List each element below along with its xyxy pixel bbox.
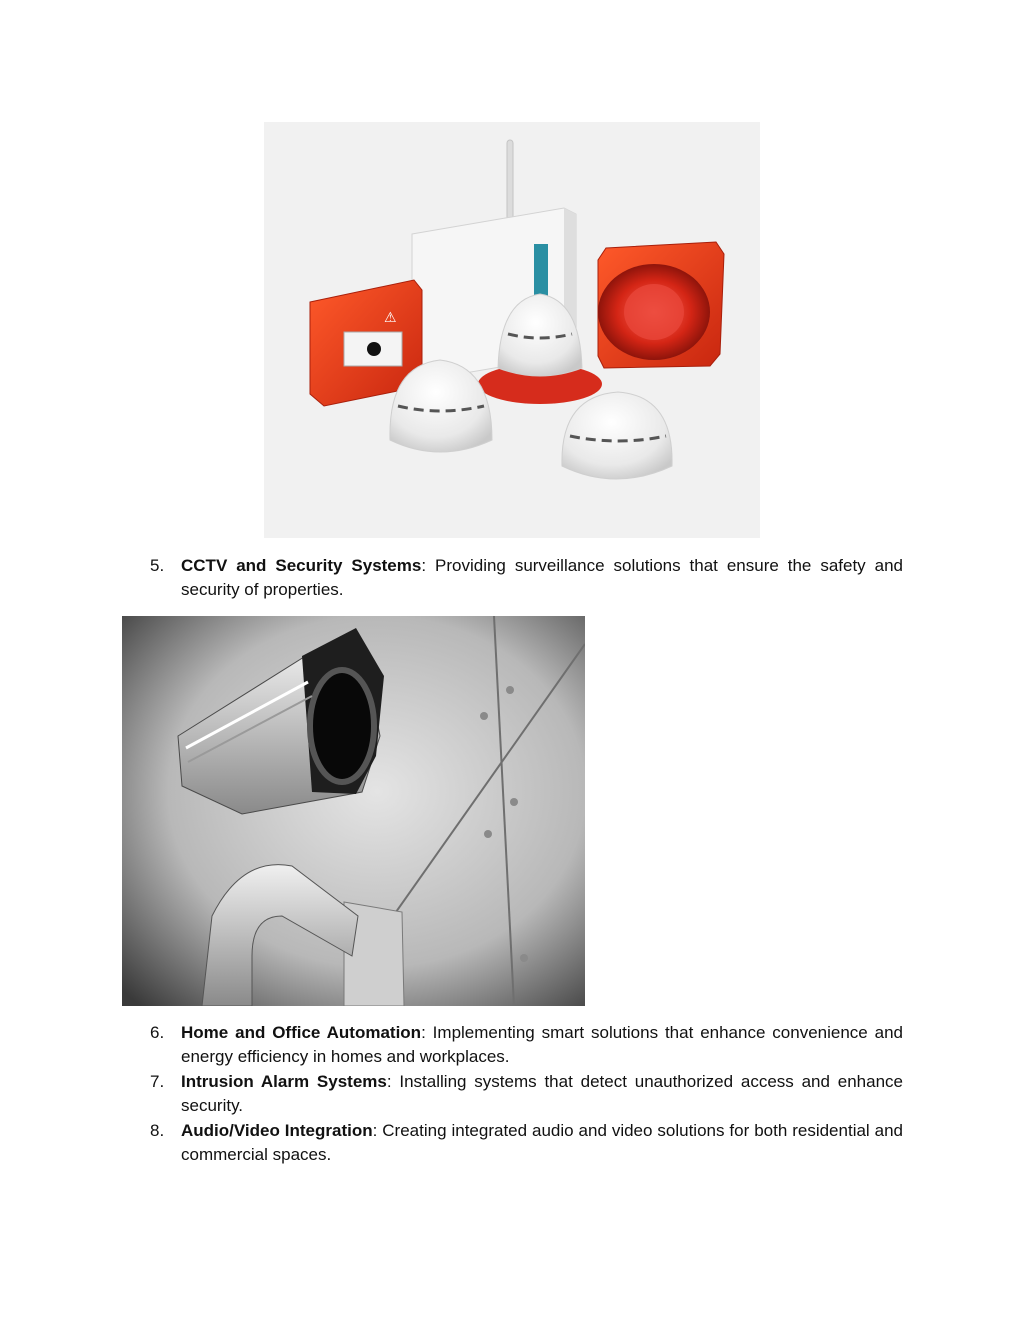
cctv-camera-image (122, 616, 585, 1006)
list-item-number: 5. (150, 556, 165, 575)
list-item-number: 8. (150, 1121, 165, 1140)
list-item-term: Intrusion Alarm Systems (181, 1072, 387, 1091)
list-item-number: 6. (150, 1023, 165, 1042)
list-item-term: CCTV and Security Systems (181, 556, 422, 575)
list-item-description: : Implementing smart solutions that enhance convenience and energy efficiency in homes and workplaces. (181, 1023, 903, 1066)
list-item (150, 1070, 903, 1118)
list-item-description: : Creating integrated audio and video solutions for both residential and commercial spaces. (181, 1121, 903, 1164)
list-item-term: Audio/Video Integration (181, 1121, 373, 1140)
list-item-description: : Providing surveillance solutions that ensure the safety and security of properties. (181, 556, 903, 599)
list-item-term: Home and Office Automation (181, 1023, 422, 1042)
fire-alarm-equipment-illustration (264, 122, 760, 538)
list-item (150, 554, 903, 602)
list-item (150, 1119, 903, 1167)
cctv-camera-illustration (122, 616, 585, 1006)
list-item (150, 1021, 903, 1069)
list-item-description: : Installing systems that detect unauthorized access and enhance security. (181, 1072, 903, 1115)
fire-alarm-equipment-image (264, 122, 760, 538)
list-item-number: 7. (150, 1072, 165, 1091)
svg-text:⚠: ⚠ (384, 309, 397, 325)
